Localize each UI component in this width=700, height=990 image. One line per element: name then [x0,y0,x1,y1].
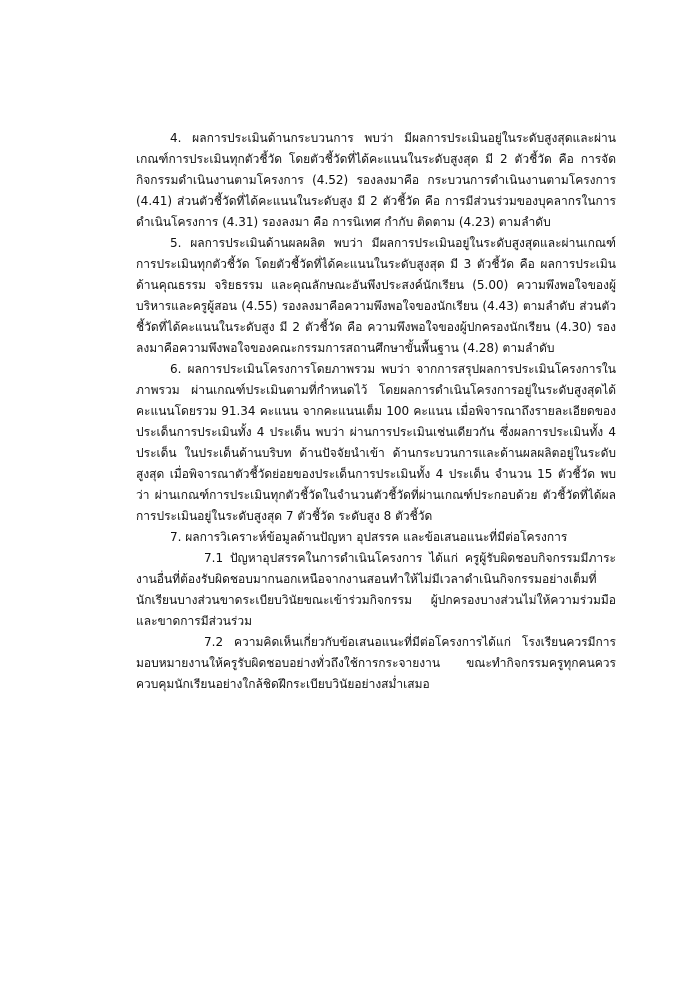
paragraph-problems-heading: 7. ผลการวิเคราะห์ข้อมูลด้านปัญหา อุปสรรค และข้อเสนอแนะที่มีต่อโครงการ [170,530,568,544]
paragraph-problems: 7.1 ปัญหาอุปสรรคในการดำเนินโครงการ ได้แก่ ครูผู้รับผิดชอบกิจกรรมมีภาระงานอื่นที่ต้องรับผิดชอบมากนอกเหนือจากงานสอนทำให้ไม่มีเวลาดำเนินกิจกรรมอย่างเต็มที่ นักเรียนบางส่วนขาดระเบียบวินัยขณะเข้าร่วมกิจกรรม ผู้ปกครองบางส่วนไม่ให้ความร่วมมือ และขาดการมีส่วนร่วม [136,551,616,628]
paragraph-overall-evaluation: 6. ผลการประเมินโครงการโดยภาพรวม พบว่า จากการสรุปผลการประเมินโครงการในภาพรวม ผ่านเกณฑ์ประเมินตามที่กำหนดไว้ โดยผลการดำเนินโครงการอยู่ในระดับสูงสุดได้คะแนนโดยรวม 91.34 คะแนน จากคะแนนเต็ม 100 คะแนน เมื่อพิจารณาถึงรายละเอียดของประเด็นการประเมินทั้ง 4 ประเด็น พบว่า ผ่านการประเมินเช่นเดียวกัน ซึ่งผลการประเมินทั้ง 4 ประเด็น ในประเด็นด้านบริบท ด้านปัจจัยนำเข้า ด้านกระบวนการและด้านผลผลิตอยู่ในระดับสูงสุด เมื่อพิจารณาตัวชี้วัดย่อยของประเด็นการประเมินทั้ง 4 ประเด็น จำนวน 15 ตัวชี้วัด พบว่า ผ่านเกณฑ์การประเมินทุกตัวชี้วัดในจำนวนตัวชี้วัดที่ผ่านเกณฑ์ประกอบด้วย ตัวชี้วัดที่ได้ผลการประเมินอยู่ในระดับสูงสุด 7 ตัวชี้วัด ระดับสูง 8 ตัวชี้วัด [136,362,616,523]
paragraph-output-evaluation: 5. ผลการประเมินด้านผลผลิต พบว่า มีผลการประเมินอยู่ในระดับสูงสุดและผ่านเกณฑ์การประเมินทุกตัวชี้วัด โดยตัวชี้วัดที่ได้คะแนนในระดับสูงสุด มี 3 ตัวชี้วัด คือ ผลการประเมินด้านคุณธรรม จริยธรรม และคุณลักษณะอันพึงประสงค์นักเรียน (5.00) ความพึงพอใจของผู้บริหารและครูผู้สอน (4.55) รองลงมาคือความพึงพอใจของนักเรียน (4.43) ตามลำดับ ส่วนตัวชี้วัดที่ได้คะแนนในระดับสูง มี 2 ตัวชี้วัด คือ ความพึงพอใจของผู้ปกครองนักเรียน (4.30) รองลงมาคือความพึงพอใจของคณะกรรมการสถานศึกษาขั้นพื้นฐาน (4.28) ตามลำดับ [136,236,616,355]
document-body [136,128,616,695]
paragraph-process-evaluation: 4. ผลการประเมินด้านกระบวนการ พบว่า มีผลการประเมินอยู่ในระดับสูงสุดและผ่านเกณฑ์การประเมินทุกตัวชี้วัด โดยตัวชี้วัดที่ได้คะแนนในระดับสูงสุด มี 2 ตัวชี้วัด คือ การจัดกิจกรรมดำเนินงานตามโครงการ (4.52) รองลงมาคือ กระบวนการดำเนินงานตามโครงการ (4.41) ส่วนตัวชี้วัดที่ได้คะแนนในระดับสูง มี 2 ตัวชี้วัด คือ การมีส่วนร่วมของบุคลากรในการดำเนินโครงการ (4.31) รองลงมา คือ การนิเทศ กำกับ ติดตาม (4.23) ตามลำดับ [136,131,616,229]
paragraph-suggestions: 7.2 ความคิดเห็นเกี่ยวกับข้อเสนอแนะที่มีต่อโครงการได้แก่ โรงเรียนควรมีการมอบหมายงานให้ครูรับผิดชอบอย่างทั่วถึงใช้การกระจายงาน ขณะทำกิจกรรมครูทุกคนควรควบคุมนักเรียนอย่างใกล้ชิดฝึกระเบียบวินัยอย่างสม่ำเสมอ [136,635,616,691]
